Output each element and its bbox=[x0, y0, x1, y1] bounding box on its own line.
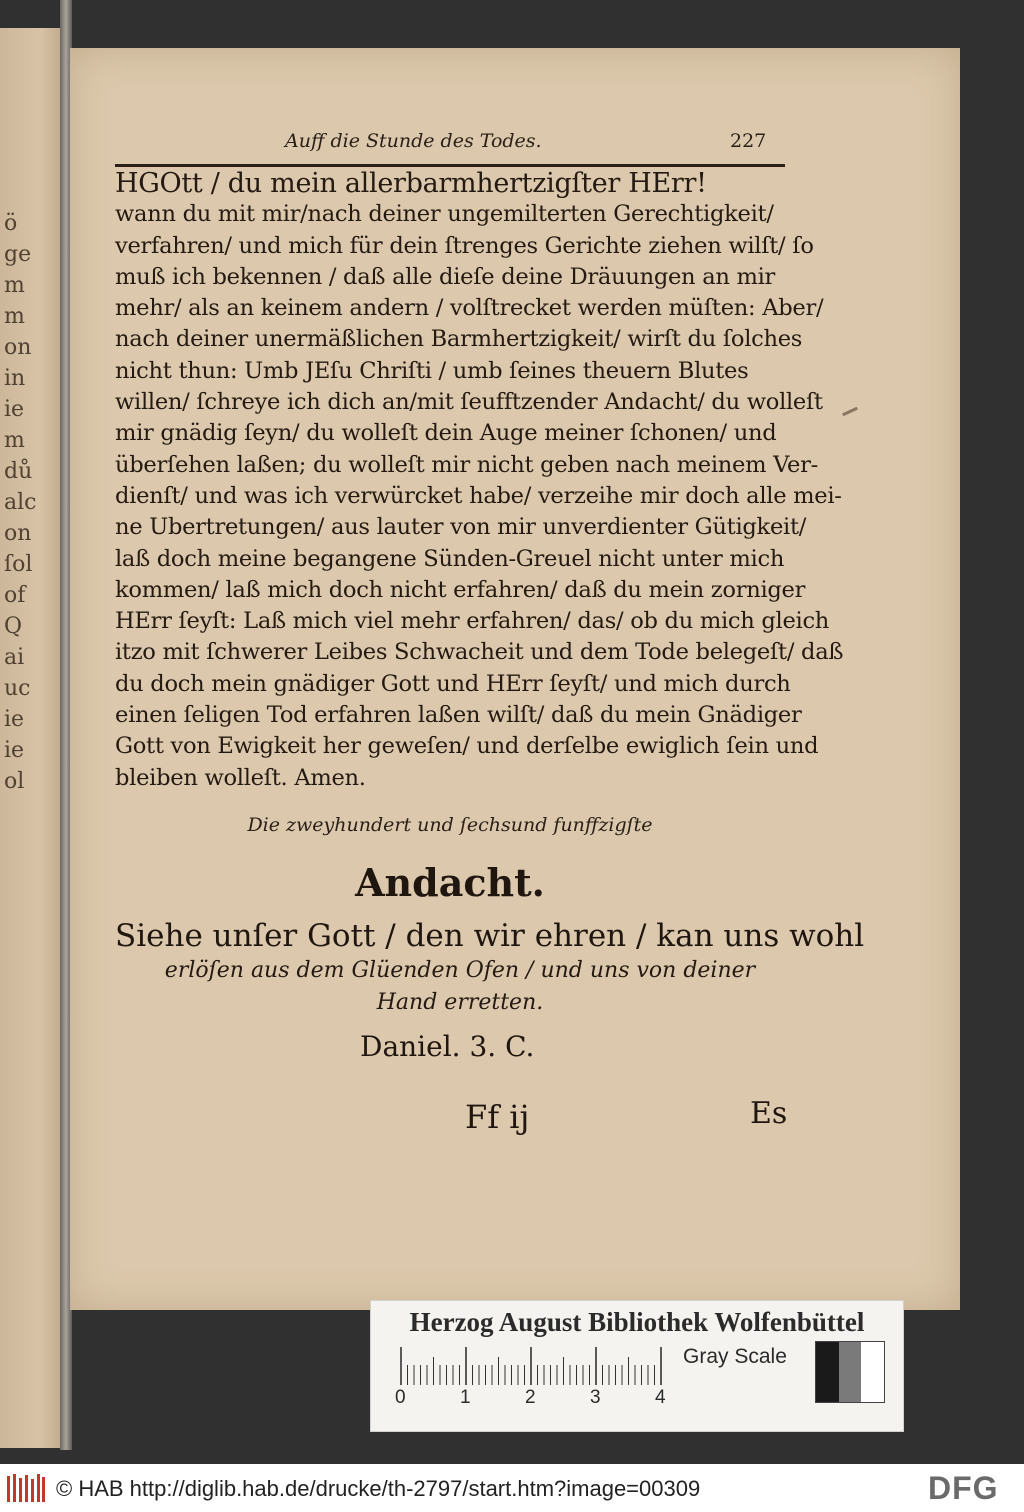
text-line: nach deiner unermäßlichen Barmhertzigkeit/ wirſt du ſolches bbox=[115, 326, 803, 353]
text-line: ne Ubertretungen/ aus lauter von mir unverdienter Gütigkeit/ bbox=[115, 514, 807, 541]
text-line: einen ſeligen Tod erfahren laßen wilſt/ daß du mein Gnädiger bbox=[115, 702, 802, 729]
gray-scale-swatches bbox=[815, 1341, 885, 1403]
fragment: m bbox=[4, 273, 25, 298]
scale-number: 0 bbox=[395, 1387, 406, 1408]
scripture-reference: Daniel. 3. C. bbox=[360, 1030, 535, 1063]
text-line: wann du mit mir/nach deiner ungemilterten Gerechtigkeit/ bbox=[115, 201, 774, 228]
book-page bbox=[70, 48, 960, 1310]
section-heading: Andacht. bbox=[355, 860, 545, 905]
scale-number: 2 bbox=[525, 1387, 536, 1408]
text-line: muß ich bekennen / daß alle dieſe deine Dräuungen an mir bbox=[115, 263, 776, 290]
fragment: ge bbox=[4, 242, 32, 267]
verse-line: erlöſen aus dem Glüenden Ofen / und uns von deiner bbox=[164, 958, 756, 983]
page-number: 227 bbox=[730, 130, 767, 152]
text-line: mehr/ als an keinem andern / volſtrecket werden müſten: Aber/ bbox=[115, 295, 824, 322]
gray-scale-label: Gray Scale bbox=[683, 1345, 787, 1368]
fragment: of bbox=[4, 583, 26, 608]
margin-mark bbox=[842, 407, 858, 416]
text-line: mir gnädig ſeyn/ du wolleſt dein Auge meiner ſchonen/ und bbox=[115, 420, 777, 447]
measurement-scale bbox=[399, 1347, 669, 1385]
fragment: alc bbox=[4, 490, 37, 515]
fragment: ö bbox=[4, 211, 18, 236]
text-line: dienſt/ und was ich verwürcket habe/ verzeihe mir doch alle mei- bbox=[115, 482, 842, 509]
printer-signature: Ff ij bbox=[465, 1098, 530, 1136]
running-head: Auff die Stunde des Todes. bbox=[285, 130, 542, 152]
catchword: Es bbox=[750, 1096, 788, 1131]
dfg-logo: DFG bbox=[928, 1470, 999, 1506]
swatch-white bbox=[861, 1342, 884, 1402]
fragment: on bbox=[4, 521, 32, 546]
text-line: HGOtt / du mein allerbarmhertzigſter HErr! bbox=[115, 168, 707, 199]
scale-number: 4 bbox=[655, 1387, 666, 1408]
fragment: ie bbox=[4, 738, 25, 763]
fragment: ai bbox=[4, 645, 25, 670]
text-line: laß doch meine begangene Sünden-Greuel nicht unter mich bbox=[115, 545, 785, 572]
text-line: überſehen laßen; du wolleſt mir nicht geben nach meinem Ver- bbox=[115, 451, 818, 478]
fragment: m bbox=[4, 304, 25, 329]
fragment: ſol bbox=[4, 552, 33, 577]
copyright-url[interactable]: © HAB http://diglib.hab.de/drucke/th-2797/start.htm?image=00309 bbox=[56, 1476, 701, 1501]
ruler-ticks bbox=[399, 1347, 669, 1387]
text-line: du doch mein gnädiger Gott und HErr ſeyſt/ und mich durch bbox=[115, 670, 791, 697]
scale-number: 1 bbox=[460, 1387, 471, 1408]
hab-barcode-logo-icon bbox=[6, 1472, 46, 1504]
header-rule bbox=[115, 164, 785, 167]
section-subheading: Die zweyhundert und ſechsund funffzigſte bbox=[247, 814, 653, 836]
fragment: in bbox=[4, 366, 26, 391]
library-name: Herzog August Bibliothek Wolfenbüttel bbox=[409, 1307, 865, 1337]
fragment: ie bbox=[4, 707, 25, 732]
text-line: willen/ ſchreye ich dich an/mit ſeufftzender Andacht/ du wolleſt bbox=[115, 389, 823, 416]
text-line: HErr ſeyſt: Laß mich viel mehr erfahren/ das/ ob du mich gleich bbox=[115, 608, 830, 635]
swatch-gray bbox=[839, 1342, 862, 1402]
fragment: m bbox=[4, 428, 25, 453]
fragment: uc bbox=[4, 676, 31, 701]
text-line: bleiben wolleſt. Amen. bbox=[115, 764, 366, 791]
verse-line: Hand erretten. bbox=[376, 990, 544, 1015]
text-line: nicht thun: Umb JEſu Chriſti / umb ſeines theuern Blutes bbox=[115, 357, 749, 384]
swatch-black bbox=[816, 1342, 839, 1402]
prayer-text bbox=[115, 168, 844, 794]
fragment: ie bbox=[4, 397, 25, 422]
scale-number: 3 bbox=[590, 1387, 601, 1408]
library-color-target bbox=[370, 1300, 904, 1432]
verse-line: Siehe unſer Gott / den wir ehren / kan uns wohl bbox=[115, 918, 865, 954]
fragment: on bbox=[4, 335, 32, 360]
text-line: Gott von Ewigkeit her geweſen/ und derſelbe ewiglich ſein und bbox=[115, 733, 819, 760]
text-line: itzo mit ſchwerer Leibes Schwacheit und dem Tode belegeſt/ daß bbox=[115, 639, 844, 666]
text-line: kommen/ laß mich doch nicht erfahren/ daß du mein zorniger bbox=[115, 576, 806, 603]
footer-bar bbox=[0, 1464, 1024, 1512]
left-page-edge bbox=[0, 28, 66, 1448]
text-line: verfahren/ und mich für dein ſtrenges Gerichte ziehen wilſt/ ſo bbox=[115, 232, 814, 259]
fragment: Q bbox=[4, 614, 23, 639]
left-page-fragments bbox=[4, 208, 62, 797]
fragment: dů bbox=[4, 459, 33, 484]
fragment: ol bbox=[4, 769, 25, 794]
